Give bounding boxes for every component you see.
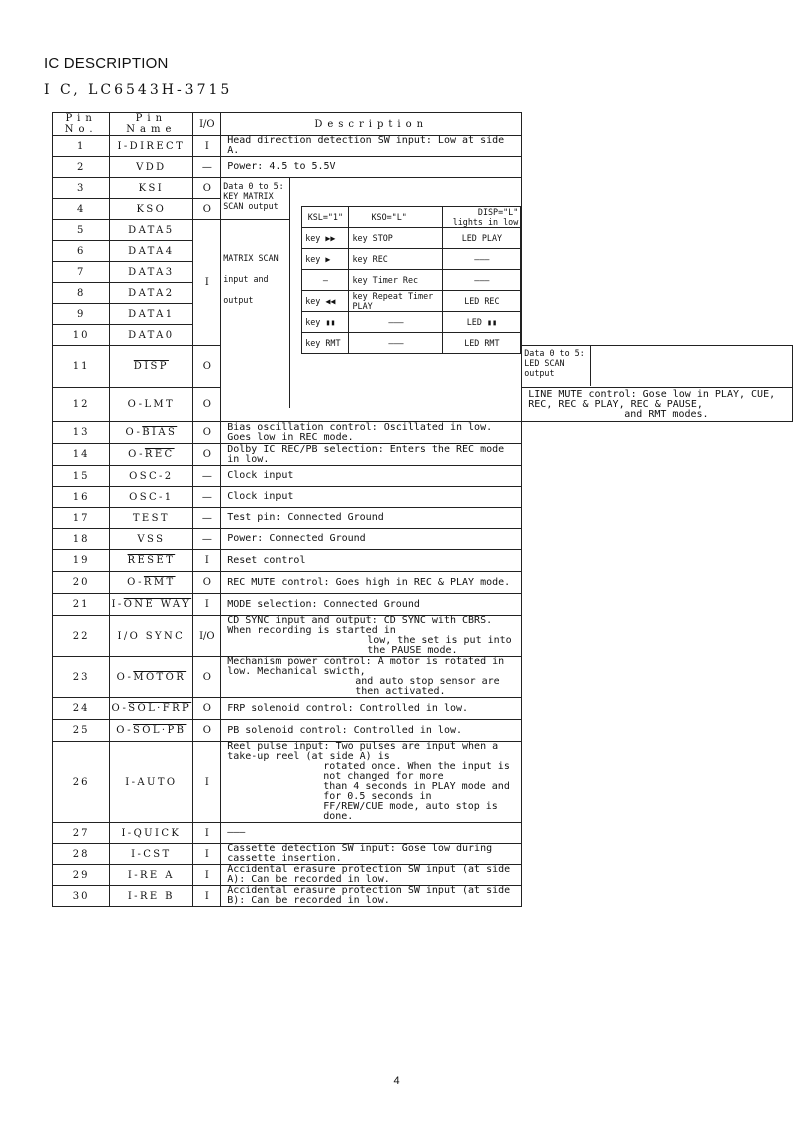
table-row <box>53 422 793 444</box>
pin-no: 21 <box>53 594 110 616</box>
pin-io: I <box>193 886 221 907</box>
led-scan-note <box>522 346 591 386</box>
note-line: MATRIX SCAN <box>223 253 279 263</box>
pin-no: 15 <box>53 466 110 487</box>
pin-io: O <box>193 199 221 220</box>
header-desc: Description <box>221 113 522 136</box>
pin-desc: Power: 4.5 to 5.5V <box>221 157 522 178</box>
header-row <box>53 113 793 136</box>
table-row <box>53 698 793 720</box>
table-row <box>53 487 793 508</box>
note-line: SCAN output <box>223 201 279 211</box>
pin-name-prefix: O- <box>127 577 144 588</box>
note-line: Data 0 to 5: <box>524 348 585 358</box>
pin-name: I-AUTO <box>110 742 193 823</box>
pin-desc <box>221 742 522 823</box>
pin-io: I <box>193 823 221 844</box>
pin-name-text: DISP <box>133 361 169 372</box>
pin-desc: PB solenoid control: Controlled in low. <box>221 720 522 742</box>
key-cell: ——— <box>349 333 443 354</box>
note-line: LED SCAN <box>524 358 565 368</box>
pin-no: 22 <box>53 616 110 657</box>
table-row <box>53 550 793 572</box>
key-header: DISP="L" lights in low <box>443 207 521 228</box>
pin-no: 4 <box>53 199 110 220</box>
pin-name: DATA0 <box>110 325 193 346</box>
key-cell: ——— <box>443 270 521 291</box>
pin-name: VSS <box>110 529 193 550</box>
key-header: KSO="L" <box>349 207 443 228</box>
pin-io: O <box>193 720 221 742</box>
pin-name: DATA4 <box>110 241 193 262</box>
desc-line: and RMT modes. <box>624 408 709 420</box>
pin-desc: Cassette detection SW input: Gose low during cassette insertion. <box>221 844 522 865</box>
desc-line: Mechanism power control: A motor is rotated in low. Mechanical swicth, <box>227 656 505 677</box>
pin-name-text: $\overline{RMT}$ <box>143 577 176 588</box>
pin-desc <box>221 616 522 657</box>
key-cell: key STOP <box>349 228 443 249</box>
pin-name <box>110 422 193 444</box>
pin-desc: Accidental erasure protection SW input (at side A): Can be recorded in low. <box>221 865 522 886</box>
pin-no: 12 <box>53 388 110 422</box>
pin-no: 19 <box>53 550 110 572</box>
pin-desc: ——— <box>221 823 522 844</box>
pin-name: DATA5 <box>110 220 193 241</box>
key-row <box>302 291 521 312</box>
pin-no: 5 <box>53 220 110 241</box>
key-matrix-block <box>221 178 522 422</box>
pin-name: I-CST <box>110 844 193 865</box>
pin-desc <box>522 388 793 422</box>
pin-name-text: $\overline{REC}$ <box>144 449 175 460</box>
key-cell: LED ▮▮ <box>443 312 521 333</box>
pin-io: I <box>193 594 221 616</box>
pin-name-prefix: O- <box>128 449 145 460</box>
pin-io: — <box>193 487 221 508</box>
note-line: Data 0 to 5: <box>223 181 284 191</box>
pin-name: VDD <box>110 157 193 178</box>
pin-table <box>52 112 793 907</box>
pin-name <box>110 572 193 594</box>
pin-no: 8 <box>53 283 110 304</box>
pin-name <box>110 346 193 388</box>
key-cell: LED PLAY <box>443 228 521 249</box>
pin-io: — <box>193 157 221 178</box>
key-row <box>302 270 521 291</box>
table-row <box>53 572 793 594</box>
pin-no: 6 <box>53 241 110 262</box>
pin-io: O <box>193 388 221 422</box>
table-row <box>53 844 793 865</box>
pin-name-text: SOL·FRP <box>128 703 192 714</box>
key-cell: LED RMT <box>443 333 521 354</box>
pin-io: I <box>193 742 221 823</box>
key-matrix-note <box>221 178 290 220</box>
header-name: Pin Name <box>110 113 193 136</box>
pin-io: O <box>193 572 221 594</box>
key-cell: ——— <box>349 312 443 333</box>
table-row <box>53 136 793 157</box>
table-row <box>53 466 793 487</box>
key-cell: key REC <box>349 249 443 270</box>
pin-desc: Dolby IC REC/PB selection: Enters the REC mode in low. <box>221 444 522 466</box>
pin-name: I/O SYNC <box>110 616 193 657</box>
desc-line: low, the set is put into the PAUSE mode. <box>367 635 512 656</box>
pin-io: O <box>193 422 221 444</box>
pin-io: O <box>193 178 221 199</box>
header-io: I/O <box>193 113 221 136</box>
table-row <box>53 616 793 657</box>
key-row <box>302 312 521 333</box>
pin-name <box>110 698 193 720</box>
pin-no: 28 <box>53 844 110 865</box>
pin-io: O <box>193 444 221 466</box>
table-row <box>53 594 793 616</box>
pin-no: 1 <box>53 136 110 157</box>
key-cell: LED REC <box>443 291 521 312</box>
key-cell: key ▮▮ <box>302 312 349 333</box>
desc-line: and auto stop sensor are then activated. <box>355 676 500 697</box>
note-line: output <box>223 295 254 305</box>
key-cell: key Timer Rec <box>349 270 443 291</box>
pin-name-prefix: O- <box>125 427 143 438</box>
pin-io: I <box>193 865 221 886</box>
page-heading: IC DESCRIPTION <box>44 55 169 72</box>
pin-io: — <box>193 508 221 529</box>
key-table <box>301 206 521 354</box>
pin-desc: Head direction detection SW input: Low at side A. <box>221 136 522 157</box>
ic-title: I C, LC6543H-3715 <box>44 82 233 98</box>
pin-no: 26 <box>53 742 110 823</box>
pin-name <box>110 594 193 616</box>
desc-line: than 4 seconds in PLAY mode and for 0.5 seconds in <box>323 781 510 802</box>
header-pin: Pin No. <box>53 113 110 136</box>
pin-name-text: BIAS <box>142 427 178 438</box>
pin-name: I-RE B <box>110 886 193 907</box>
pin-name <box>110 657 193 698</box>
key-row <box>302 333 521 354</box>
pin-name: TEST <box>110 508 193 529</box>
key-cell: — <box>302 270 349 291</box>
pin-name: KSI <box>110 178 193 199</box>
pin-no: 13 <box>53 422 110 444</box>
pin-no: 2 <box>53 157 110 178</box>
pin-io: O <box>193 346 221 388</box>
pin-no: 23 <box>53 657 110 698</box>
pin-desc: Power: Connected Ground <box>221 529 522 550</box>
pin-desc: FRP solenoid control: Controlled in low. <box>221 698 522 720</box>
pin-io: I <box>193 550 221 572</box>
pin-io: O <box>193 657 221 698</box>
table-row <box>53 178 793 199</box>
pin-name <box>110 720 193 742</box>
pin-io: — <box>193 466 221 487</box>
pin-name: I-DIRECT <box>110 136 193 157</box>
pin-name <box>110 550 193 572</box>
key-cell: key ◀◀ <box>302 291 349 312</box>
pin-name: KSO <box>110 199 193 220</box>
pin-io: I <box>193 844 221 865</box>
key-cell: key ▶ <box>302 249 349 270</box>
desc-line: FF/REW/CUE mode, auto stop is done. <box>323 801 498 822</box>
pin-name: O-LMT <box>110 388 193 422</box>
pin-name-text: ONE WAY <box>123 599 192 610</box>
pin-no: 10 <box>53 325 110 346</box>
table-row <box>53 823 793 844</box>
pin-no: 16 <box>53 487 110 508</box>
table-row <box>53 886 793 907</box>
pin-name: OSC-1 <box>110 487 193 508</box>
desc-line: CD SYNC input and output: CD SYNC with CBRS. When recording is started in <box>227 615 493 636</box>
pin-desc: Clock input <box>221 466 522 487</box>
key-table-header <box>302 207 521 228</box>
pin-no: 24 <box>53 698 110 720</box>
pin-name-prefix: O- <box>116 671 134 683</box>
note-line: input and <box>223 274 269 284</box>
table-row <box>53 865 793 886</box>
pin-name: I-QUICK <box>110 823 193 844</box>
key-row <box>302 228 521 249</box>
led-scan-block <box>522 346 793 388</box>
pin-desc: REC MUTE control: Goes high in REC & PLAY mode. <box>221 572 522 594</box>
pin-desc: Clock input <box>221 487 522 508</box>
desc-line: LINE MUTE control: Gose low in PLAY, CUE, REC, REC & PLAY, REC & PAUSE, <box>528 388 776 410</box>
note-line: output <box>524 368 555 378</box>
pin-name-text: RESET <box>127 555 176 566</box>
pin-io: I <box>193 220 221 346</box>
pin-no: 30 <box>53 886 110 907</box>
pin-desc: Test pin: Connected Ground <box>221 508 522 529</box>
note-line: KEY MATRIX <box>223 191 274 201</box>
pin-name-prefix: I- <box>111 599 124 610</box>
table-row <box>53 529 793 550</box>
pin-name: OSC-2 <box>110 466 193 487</box>
pin-no: 25 <box>53 720 110 742</box>
key-cell: key ▶▶ <box>302 228 349 249</box>
pin-desc: Bias oscillation control: Oscillated in low. Goes low in REC mode. <box>221 422 522 444</box>
pin-no: 17 <box>53 508 110 529</box>
pin-io: I/O <box>193 616 221 657</box>
pin-no: 29 <box>53 865 110 886</box>
pin-name-text: MOTOR <box>133 671 187 683</box>
table-row <box>53 508 793 529</box>
page-number: 4 <box>393 1075 400 1087</box>
table-row <box>53 444 793 466</box>
pin-desc <box>221 657 522 698</box>
pin-no: 7 <box>53 262 110 283</box>
pin-name-text: SOL·PB <box>133 725 187 736</box>
pin-no: 14 <box>53 444 110 466</box>
table-row <box>53 742 793 823</box>
pin-io: O <box>193 698 221 720</box>
table-row <box>53 657 793 698</box>
pin-desc: Reset control <box>221 550 522 572</box>
key-cell: key Repeat Timer PLAY <box>349 291 443 312</box>
key-cell: ——— <box>443 249 521 270</box>
table-row <box>53 157 793 178</box>
pin-name-prefix: O- <box>111 703 129 714</box>
pin-name: DATA1 <box>110 304 193 325</box>
pin-name: DATA2 <box>110 283 193 304</box>
pin-desc: Accidental erasure protection SW input (at side B): Can be recorded in low. <box>221 886 522 907</box>
pin-name: I-RE A <box>110 865 193 886</box>
desc-line: rotated once. When the input is not changed for more <box>323 761 510 782</box>
pin-desc: MODE selection: Connected Ground <box>221 594 522 616</box>
pin-no: 3 <box>53 178 110 199</box>
matrix-scan-note <box>221 220 290 408</box>
pin-no: 18 <box>53 529 110 550</box>
pin-io: — <box>193 529 221 550</box>
pin-no: 9 <box>53 304 110 325</box>
pin-no: 11 <box>53 346 110 388</box>
key-row <box>302 249 521 270</box>
key-header: KSL="1" <box>302 207 349 228</box>
pin-name-prefix: O- <box>116 725 134 736</box>
pin-no: 20 <box>53 572 110 594</box>
pin-no: 27 <box>53 823 110 844</box>
pin-name <box>110 444 193 466</box>
pin-io: I <box>193 136 221 157</box>
desc-line: Reel pulse input: Two pulses are input when a take-up reel (at side A) is <box>227 741 499 762</box>
pin-name: DATA3 <box>110 262 193 283</box>
key-cell: key RMT <box>302 333 349 354</box>
table-row <box>53 720 793 742</box>
